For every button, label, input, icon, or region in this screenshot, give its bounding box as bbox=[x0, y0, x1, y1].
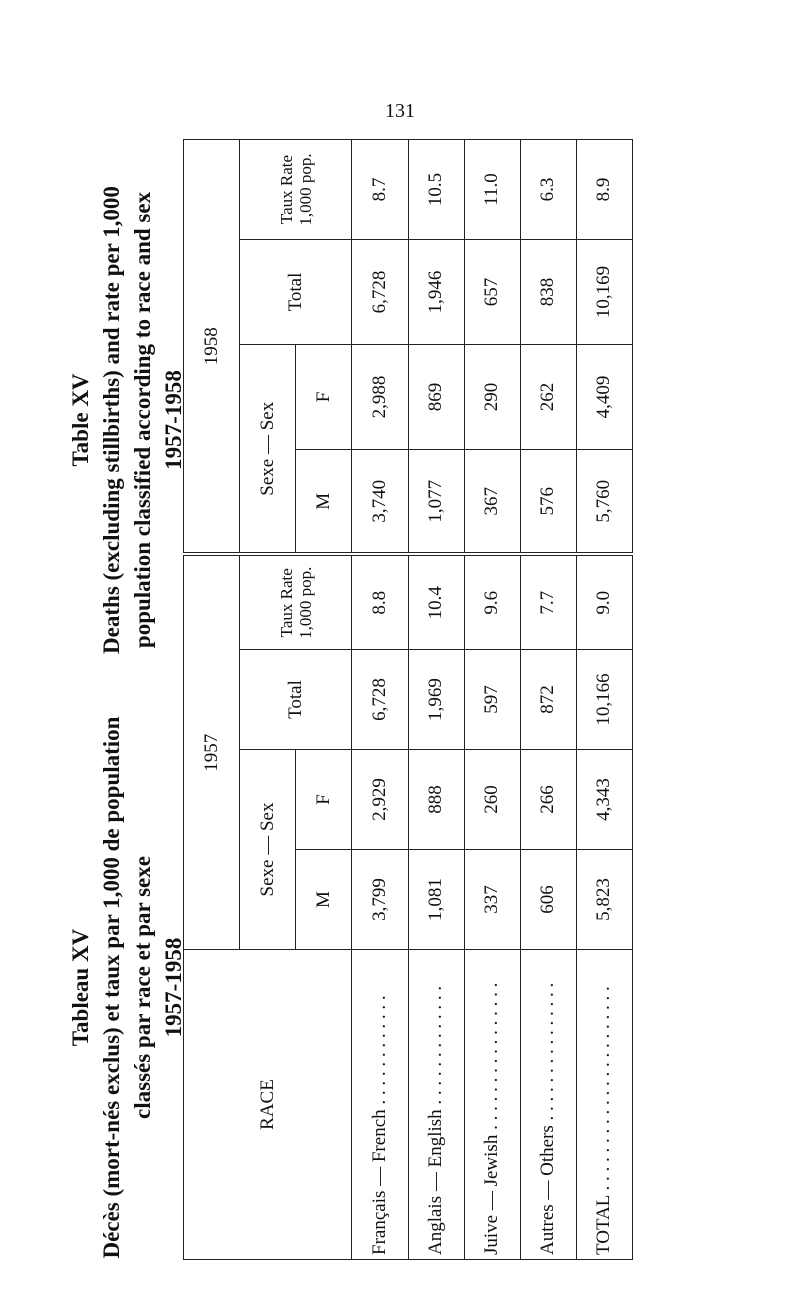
header-sex-1958: Sexe — Sex bbox=[240, 345, 296, 555]
page-number: 131 bbox=[385, 100, 415, 122]
female-1957: 4,343 bbox=[576, 750, 632, 850]
title-fr-line1: Tableau XV bbox=[68, 928, 93, 1047]
male-1958: 367 bbox=[464, 450, 520, 555]
title-fr-line2: Décès (mort-nés exclus) et taux par 1,000 de population bbox=[99, 716, 124, 1259]
header-f-1957: F bbox=[296, 750, 352, 850]
header-total-1957: Total bbox=[240, 650, 352, 750]
race-label: Français — French . . . . . . . . . . . . bbox=[352, 950, 408, 1260]
female-1957: 266 bbox=[520, 750, 576, 850]
total-1958: 1,946 bbox=[408, 240, 464, 345]
male-1957: 606 bbox=[520, 850, 576, 950]
total-1957: 872 bbox=[520, 650, 576, 750]
male-1958: 576 bbox=[520, 450, 576, 555]
total-1958: 657 bbox=[464, 240, 520, 345]
male-1958: 5,760 bbox=[576, 450, 632, 555]
rate-1957: 8.8 bbox=[352, 555, 408, 650]
rate-1957: 7.7 bbox=[520, 555, 576, 650]
title-fr-line4: 1957-1958 bbox=[161, 937, 186, 1038]
total-1957: 597 bbox=[464, 650, 520, 750]
male-1958: 1,077 bbox=[408, 450, 464, 555]
header-rate-1958: Taux Rate 1,000 pop. bbox=[240, 140, 352, 240]
female-1958: 2,988 bbox=[352, 345, 408, 450]
race-label: Juive — Jewish . . . . . . . . . . . . . . . . bbox=[464, 950, 520, 1260]
header-race: RACE bbox=[184, 950, 352, 1260]
total-1957: 6,728 bbox=[352, 650, 408, 750]
header-m-1957: M bbox=[296, 850, 352, 950]
female-1957: 260 bbox=[464, 750, 520, 850]
rotated-table-page bbox=[65, 140, 675, 1260]
table-row bbox=[408, 140, 464, 1260]
table-row bbox=[520, 140, 576, 1260]
rate-1958: 11.0 bbox=[464, 140, 520, 240]
rate-1958: 10.5 bbox=[408, 140, 464, 240]
total-1957: 1,969 bbox=[408, 650, 464, 750]
total-1957: 10,166 bbox=[576, 650, 632, 750]
header-year-1957: 1957 bbox=[184, 555, 240, 950]
rate-1958: 6.3 bbox=[520, 140, 576, 240]
total-1958: 10,169 bbox=[576, 240, 632, 345]
total-1958: 6,728 bbox=[352, 240, 408, 345]
male-1957: 1,081 bbox=[408, 850, 464, 950]
header-total-1958: Total bbox=[240, 240, 352, 345]
table-titles bbox=[65, 140, 189, 1260]
deaths-table bbox=[183, 139, 633, 1260]
header-f-1958: F bbox=[296, 345, 352, 450]
rate-1958: 8.7 bbox=[352, 140, 408, 240]
male-1957: 337 bbox=[464, 850, 520, 950]
male-1957: 3,799 bbox=[352, 850, 408, 950]
female-1958: 262 bbox=[520, 345, 576, 450]
female-1957: 2,929 bbox=[352, 750, 408, 850]
header-m-1958: M bbox=[296, 450, 352, 555]
race-label: Anglais — English . . . . . . . . . . . . . bbox=[408, 950, 464, 1260]
title-fr-line3: classés par race et par sexe bbox=[130, 856, 155, 1119]
header-rate-1957: Taux Rate 1,000 pop. bbox=[240, 555, 352, 650]
female-1958: 290 bbox=[464, 345, 520, 450]
total-1958: 838 bbox=[520, 240, 576, 345]
rate-1957: 9.6 bbox=[464, 555, 520, 650]
table-row bbox=[352, 140, 408, 1260]
header-sex-1957: Sexe — Sex bbox=[240, 750, 296, 950]
male-1957: 5,823 bbox=[576, 850, 632, 950]
race-label: TOTAL . . . . . . . . . . . . . . . . . . . . . . bbox=[576, 950, 632, 1260]
table-row bbox=[464, 140, 520, 1260]
rate-1958: 8.9 bbox=[576, 140, 632, 240]
female-1958: 4,409 bbox=[576, 345, 632, 450]
header-year-1958: 1958 bbox=[184, 140, 240, 555]
rate-1957: 10.4 bbox=[408, 555, 464, 650]
table-row-total bbox=[576, 140, 632, 1260]
title-en-line1: Table XV bbox=[68, 373, 93, 467]
female-1958: 869 bbox=[408, 345, 464, 450]
rate-1957: 9.0 bbox=[576, 555, 632, 650]
female-1957: 888 bbox=[408, 750, 464, 850]
title-en-line4: 1957-1958 bbox=[161, 370, 186, 470]
race-label: Autres — Others . . . . . . . . . . . . . . . bbox=[520, 950, 576, 1260]
title-en-line2: Deaths (excluding stillbirths) and rate per 1,000 bbox=[99, 186, 124, 654]
title-en-line3: population classified according to race and sex bbox=[130, 191, 155, 649]
male-1958: 3,740 bbox=[352, 450, 408, 555]
